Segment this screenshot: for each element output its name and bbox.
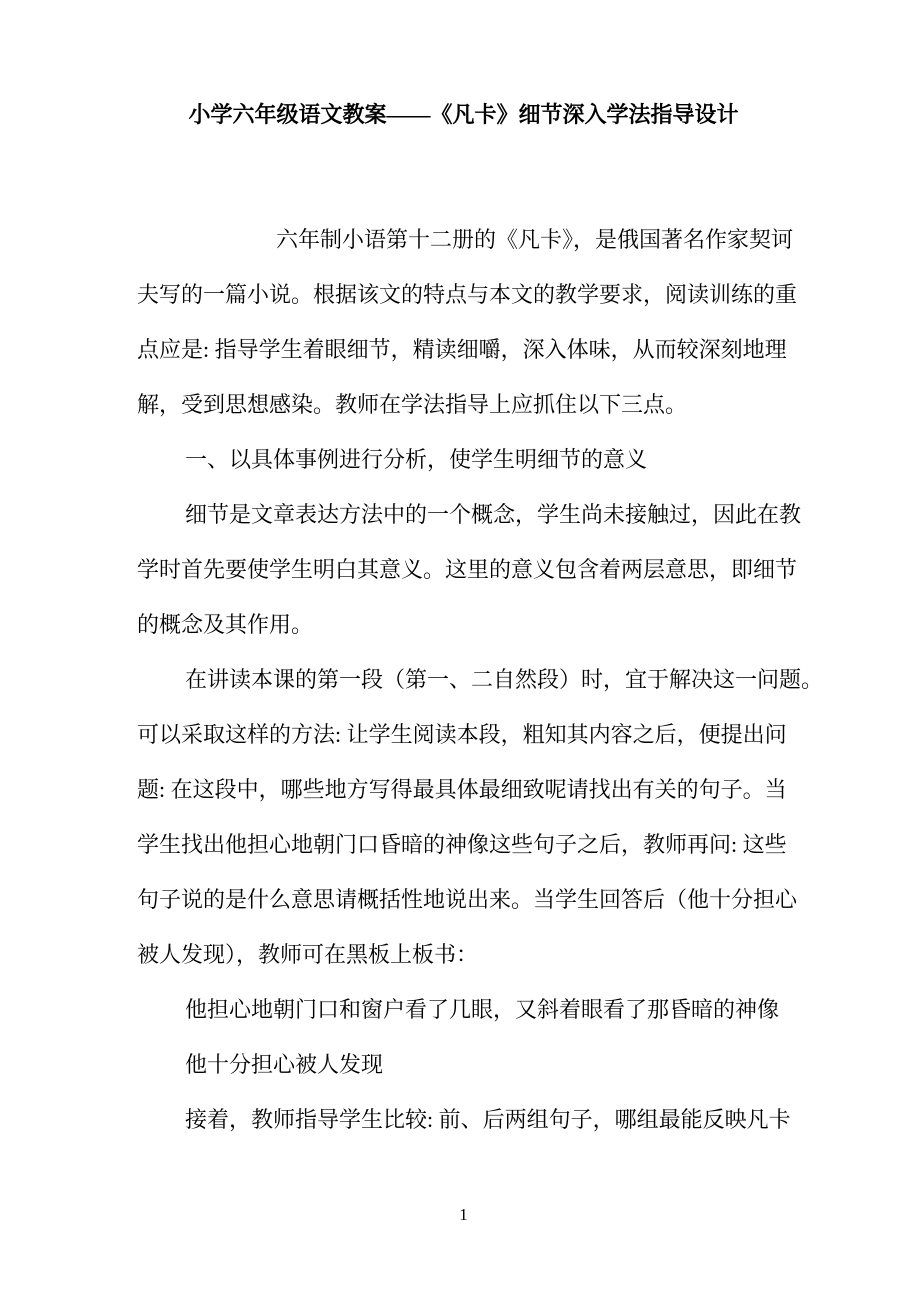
page-number: 1 [459, 1205, 468, 1224]
text-line: 学生找出他担心地朝门口昏暗的神像这些句子之后，教师再问: 这些 [137, 832, 787, 857]
text-line: 可以采取这样的方法: 让学生阅读本段，粗知其内容之后，便提出问 [137, 722, 787, 747]
text-line: 题: 在这段中，哪些地方写得最具体最细致呢请找出有关的句子。当 [137, 777, 787, 802]
text-line: 细节是文章表达方法中的一个概念，学生尚未接触过，因此在教 [185, 502, 802, 527]
text-line: 被人发现），教师可在黑板上板书： [137, 942, 479, 967]
board-writing-line: 他十分担心被人发现 [185, 1052, 384, 1077]
board-writing-line: 他担心地朝门口和窗户看了几眼，又斜着眼看了那昏暗的神像 [185, 997, 780, 1022]
text-line: 在讲读本课的第一段（第一、二自然段）时，宜于解决这一问题。 [185, 667, 824, 692]
body-text [137, 212, 824, 1147]
page-title: 小学六年级语文教案——《凡卡》细节深入学法指导设计 [188, 102, 739, 127]
text-line: 句子说的是什么意思请概括性地说出来。当学生回答后（他十分担心 [137, 887, 798, 912]
text-line: 点应是: 指导学生着眼细节，精读细嚼，深入体味，从而较深刻地理 [137, 337, 787, 362]
section-heading-line: 一、以具体事例进行分析，使学生明细节的意义 [185, 447, 648, 472]
text-line: 夫写的一篇小说。根据该文的特点与本文的教学要求，阅读训练的重 [137, 282, 798, 307]
text-line: 的概念及其作用。 [137, 612, 314, 637]
text-line: 解，受到思想感染。教师在学法指导上应抓住以下三点。 [137, 392, 688, 417]
text-line: 接着，教师指导学生比较: 前、后两组句子，哪组最能反映凡卡 [185, 1107, 791, 1132]
text-line: 学时首先要使学生明白其意义。这里的意义包含着两层意思，即细节 [137, 557, 798, 582]
text-line: 六年制小语第十二册的《凡卡》，是俄国著名作家契诃 [276, 227, 794, 252]
